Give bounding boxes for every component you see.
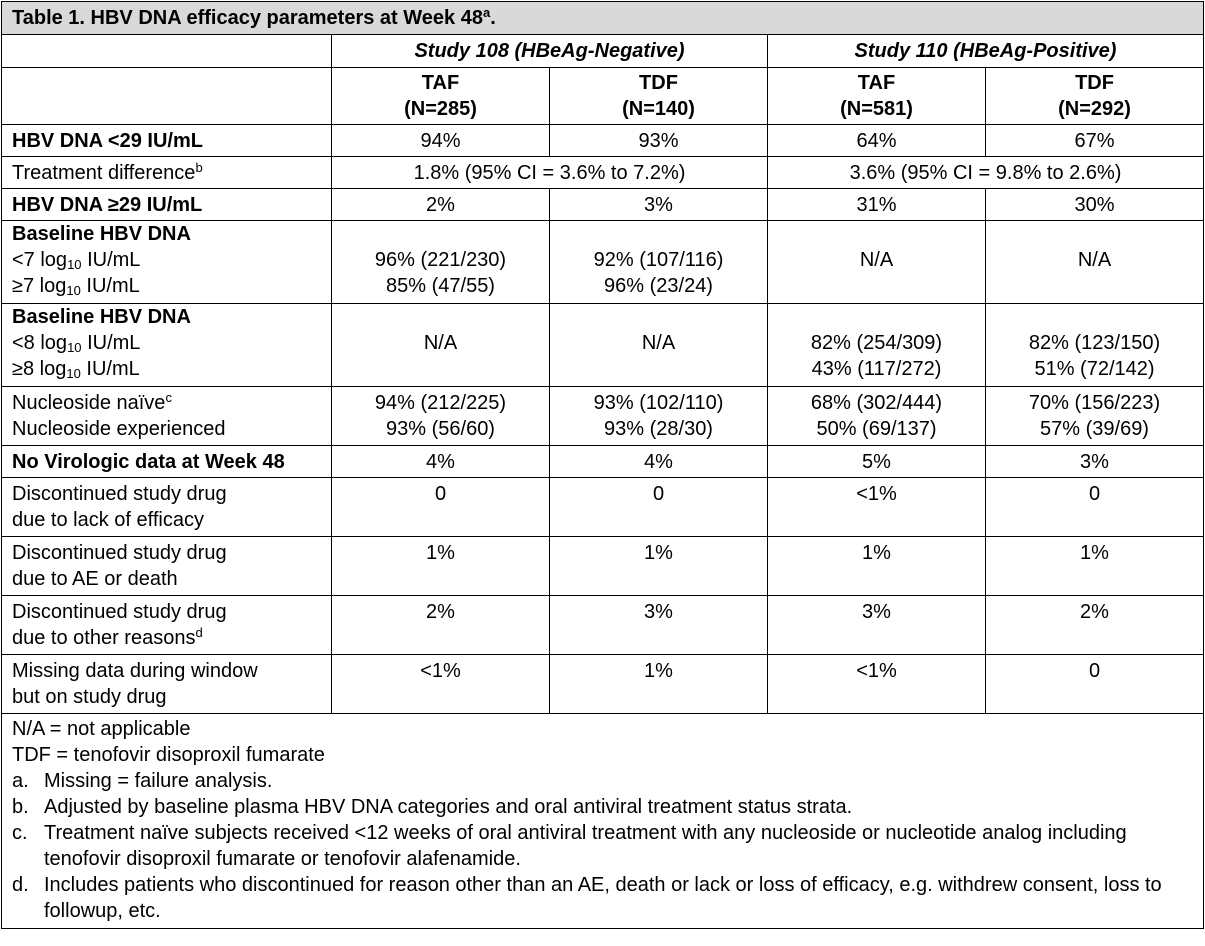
table-cell: 93% xyxy=(550,125,768,157)
sub-label xyxy=(12,390,323,416)
row-label: HBV DNA ≥29 IU/mL xyxy=(2,189,332,221)
arm-n: (N=140) xyxy=(622,98,695,120)
log-subscript: 10 xyxy=(66,283,81,298)
study-110-header: Study 110 (HBeAg-Positive) xyxy=(768,35,1204,68)
sub-label: Nucleoside experienced xyxy=(12,418,226,440)
row-label-line: Discontinued study drug xyxy=(12,542,227,564)
table-cell xyxy=(332,304,550,387)
table-cell: 3% xyxy=(986,446,1204,478)
table-cell: <1% xyxy=(332,655,550,714)
table-cell: 1% xyxy=(332,537,550,596)
footnote-key: a. xyxy=(12,770,29,792)
table-row xyxy=(2,221,1204,304)
abbreviation-note: N/A = not applicable xyxy=(12,718,191,740)
arm-name: TAF xyxy=(421,72,460,94)
arm-name: TDF xyxy=(639,72,678,94)
footnote-marker: c xyxy=(165,390,172,405)
arm-header xyxy=(332,68,550,125)
footnote xyxy=(12,872,1193,924)
table-cell xyxy=(986,221,1204,304)
cell-line: 93% (56/60) xyxy=(386,418,495,440)
cell-line: 92% (107/116) xyxy=(593,249,724,271)
table-cell: 4% xyxy=(550,446,768,478)
arm-name: TDF xyxy=(1075,72,1114,94)
sub-label-unit: IU/mL xyxy=(80,358,140,380)
table-row xyxy=(2,304,1204,387)
sub-label-text: ≥8 log xyxy=(12,358,67,380)
table-cell: 2% xyxy=(332,189,550,221)
table-cell: <1% xyxy=(768,655,986,714)
sub-label-text: <7 log xyxy=(12,249,68,271)
table-cell xyxy=(768,304,986,387)
row-label: No Virologic data at Week 48 xyxy=(2,446,332,478)
cell-line: 70% (156/223) xyxy=(1028,392,1161,414)
study-108-header: Study 108 (HBeAg-Negative) xyxy=(332,35,768,68)
row-label-text: Treatment difference xyxy=(12,161,196,184)
cell-line: 43% (117/272) xyxy=(811,358,942,380)
table-cell xyxy=(768,221,986,304)
sub-label xyxy=(12,273,323,299)
cell-line: 93% (28/30) xyxy=(604,418,713,440)
row-label-line: Discontinued study drug xyxy=(12,483,227,505)
row-label-line: Discontinued study drug xyxy=(12,601,227,623)
table-row xyxy=(2,655,1204,714)
arm-name: TAF xyxy=(857,72,896,94)
table-row xyxy=(2,387,1204,446)
log-subscript: 10 xyxy=(66,366,81,381)
row-label xyxy=(2,221,332,304)
sub-label xyxy=(12,356,323,382)
arm-n: (N=292) xyxy=(1058,98,1131,120)
table-cell xyxy=(332,387,550,446)
footnote xyxy=(12,794,1193,820)
cell-line: 94% (212/225) xyxy=(374,392,507,414)
footnote-text: Treatment naïve subjects received <12 weeks of oral antiviral treatment with any nucleoside or nucleotide analog including tenofovir disoproxil fumarate or tenofovir alafenamide. xyxy=(44,822,1127,870)
cell-line: 82% (123/150) xyxy=(1028,332,1161,354)
footnote-key: d. xyxy=(12,874,29,896)
abbreviation-note: TDF = tenofovir disoproxil fumarate xyxy=(12,744,325,766)
sub-label-text: ≥7 log xyxy=(12,275,67,297)
header-empty-cell xyxy=(2,68,332,125)
table-cell: 4% xyxy=(332,446,550,478)
row-label-text: due to other reasons xyxy=(12,627,196,649)
table-cell: 1% xyxy=(550,537,768,596)
cell-line: 85% (47/55) xyxy=(386,275,495,297)
table-cell: 1% xyxy=(550,655,768,714)
title-footnote-marker: a xyxy=(482,5,491,20)
footnote xyxy=(12,820,1193,872)
table-cell xyxy=(986,304,1204,387)
row-label xyxy=(2,478,332,537)
arm-header xyxy=(986,68,1204,125)
table-cell: 31% xyxy=(768,189,986,221)
arm-header xyxy=(550,68,768,125)
efficacy-table-container xyxy=(1,1,1202,929)
row-label xyxy=(2,157,332,189)
sub-label xyxy=(12,330,323,356)
table-cell: 2% xyxy=(986,596,1204,655)
sub-label-unit: IU/mL xyxy=(81,249,141,271)
log-subscript: 10 xyxy=(67,340,82,355)
footnotes-row xyxy=(2,714,1204,929)
footnote-key: c. xyxy=(12,822,28,844)
row-label-line: Missing data during window xyxy=(12,660,258,682)
cell-line: 50% (69/137) xyxy=(816,418,937,440)
cell-line: 57% (39/69) xyxy=(1040,418,1149,440)
cell-line: 82% (254/309) xyxy=(810,332,943,354)
footnote-marker: b xyxy=(195,159,203,175)
table-row xyxy=(2,446,1204,478)
table-cell: 0 xyxy=(986,478,1204,537)
cell-line: N/A xyxy=(641,332,676,354)
row-label-line xyxy=(12,625,323,651)
table-row xyxy=(2,537,1204,596)
cell-line: 96% (23/24) xyxy=(604,275,713,297)
footnote xyxy=(12,768,1193,794)
table-cell: 1.8% (95% CI = 3.6% to 7.2%) xyxy=(332,157,768,189)
table-row xyxy=(2,125,1204,157)
arm-n: (N=581) xyxy=(840,98,913,120)
footnote-marker: d xyxy=(195,625,203,640)
table-cell: <1% xyxy=(768,478,986,537)
table-cell: 0 xyxy=(332,478,550,537)
table-cell xyxy=(550,304,768,387)
cell-line: N/A xyxy=(859,249,894,271)
table-row xyxy=(2,189,1204,221)
cell-line: 93% (102/110) xyxy=(593,392,724,414)
table-cell: 0 xyxy=(986,655,1204,714)
footnote-text: Missing = failure analysis. xyxy=(44,770,273,792)
cell-line: N/A xyxy=(423,332,458,354)
header-empty-cell xyxy=(2,35,332,68)
row-label xyxy=(2,537,332,596)
table-cell xyxy=(550,221,768,304)
table-row xyxy=(2,596,1204,655)
table-cell xyxy=(550,387,768,446)
table-cell: 3.6% (95% CI = 9.8% to 2.6%) xyxy=(768,157,1204,189)
row-label xyxy=(2,304,332,387)
cell-line: N/A xyxy=(1077,249,1112,271)
table-cell: 94% xyxy=(332,125,550,157)
table-cell: 67% xyxy=(986,125,1204,157)
table-cell: 64% xyxy=(768,125,986,157)
cell-line: 96% (221/230) xyxy=(374,249,507,271)
table-cell: 30% xyxy=(986,189,1204,221)
sub-label-text: Nucleoside naïve xyxy=(12,392,166,414)
row-label xyxy=(2,655,332,714)
row-heading: Baseline HBV DNA xyxy=(12,306,191,328)
table-cell: 1% xyxy=(986,537,1204,596)
table-row xyxy=(2,157,1204,189)
table-row xyxy=(2,478,1204,537)
footnote-text: Adjusted by baseline plasma HBV DNA categories and oral antiviral treatment status strata. xyxy=(44,796,853,818)
row-label xyxy=(2,387,332,446)
sub-label-text: <8 log xyxy=(12,332,68,354)
table-cell xyxy=(332,221,550,304)
table-cell: 2% xyxy=(332,596,550,655)
sub-label xyxy=(12,247,323,273)
row-label-line: due to lack of efficacy xyxy=(12,509,204,531)
table-cell: 5% xyxy=(768,446,986,478)
row-heading: Baseline HBV DNA xyxy=(12,223,191,245)
row-label-line: but on study drug xyxy=(12,686,167,708)
footnote-key: b. xyxy=(12,796,29,818)
table-cell: 3% xyxy=(550,596,768,655)
row-label-line: due to AE or death xyxy=(12,568,178,590)
row-label: HBV DNA <29 IU/mL xyxy=(2,125,332,157)
cell-line: 51% (72/142) xyxy=(1034,358,1155,380)
log-subscript: 10 xyxy=(67,257,82,272)
table-title-text: Table 1. HBV DNA efficacy parameters at Week 48 xyxy=(12,7,483,29)
table-cell: 1% xyxy=(768,537,986,596)
footnote-text: Includes patients who discontinued for reason other than an AE, death or lack or loss of efficacy, e.g. withdrew consent, loss to followup, etc. xyxy=(44,874,1162,922)
sub-label-unit: IU/mL xyxy=(80,275,140,297)
cell-line: 68% (302/444) xyxy=(810,392,943,414)
table-cell: 3% xyxy=(550,189,768,221)
arm-n: (N=285) xyxy=(404,98,477,120)
sub-label-unit: IU/mL xyxy=(81,332,141,354)
arm-header xyxy=(768,68,986,125)
table-title: Table 1. HBV DNA efficacy parameters at Week 48$^a$. xyxy=(2,2,1204,35)
table-cell xyxy=(768,387,986,446)
row-label xyxy=(2,596,332,655)
footnotes xyxy=(2,714,1204,929)
table-cell: 3% xyxy=(768,596,986,655)
table-cell: 0 xyxy=(550,478,768,537)
efficacy-table xyxy=(1,1,1204,929)
table-cell xyxy=(986,387,1204,446)
